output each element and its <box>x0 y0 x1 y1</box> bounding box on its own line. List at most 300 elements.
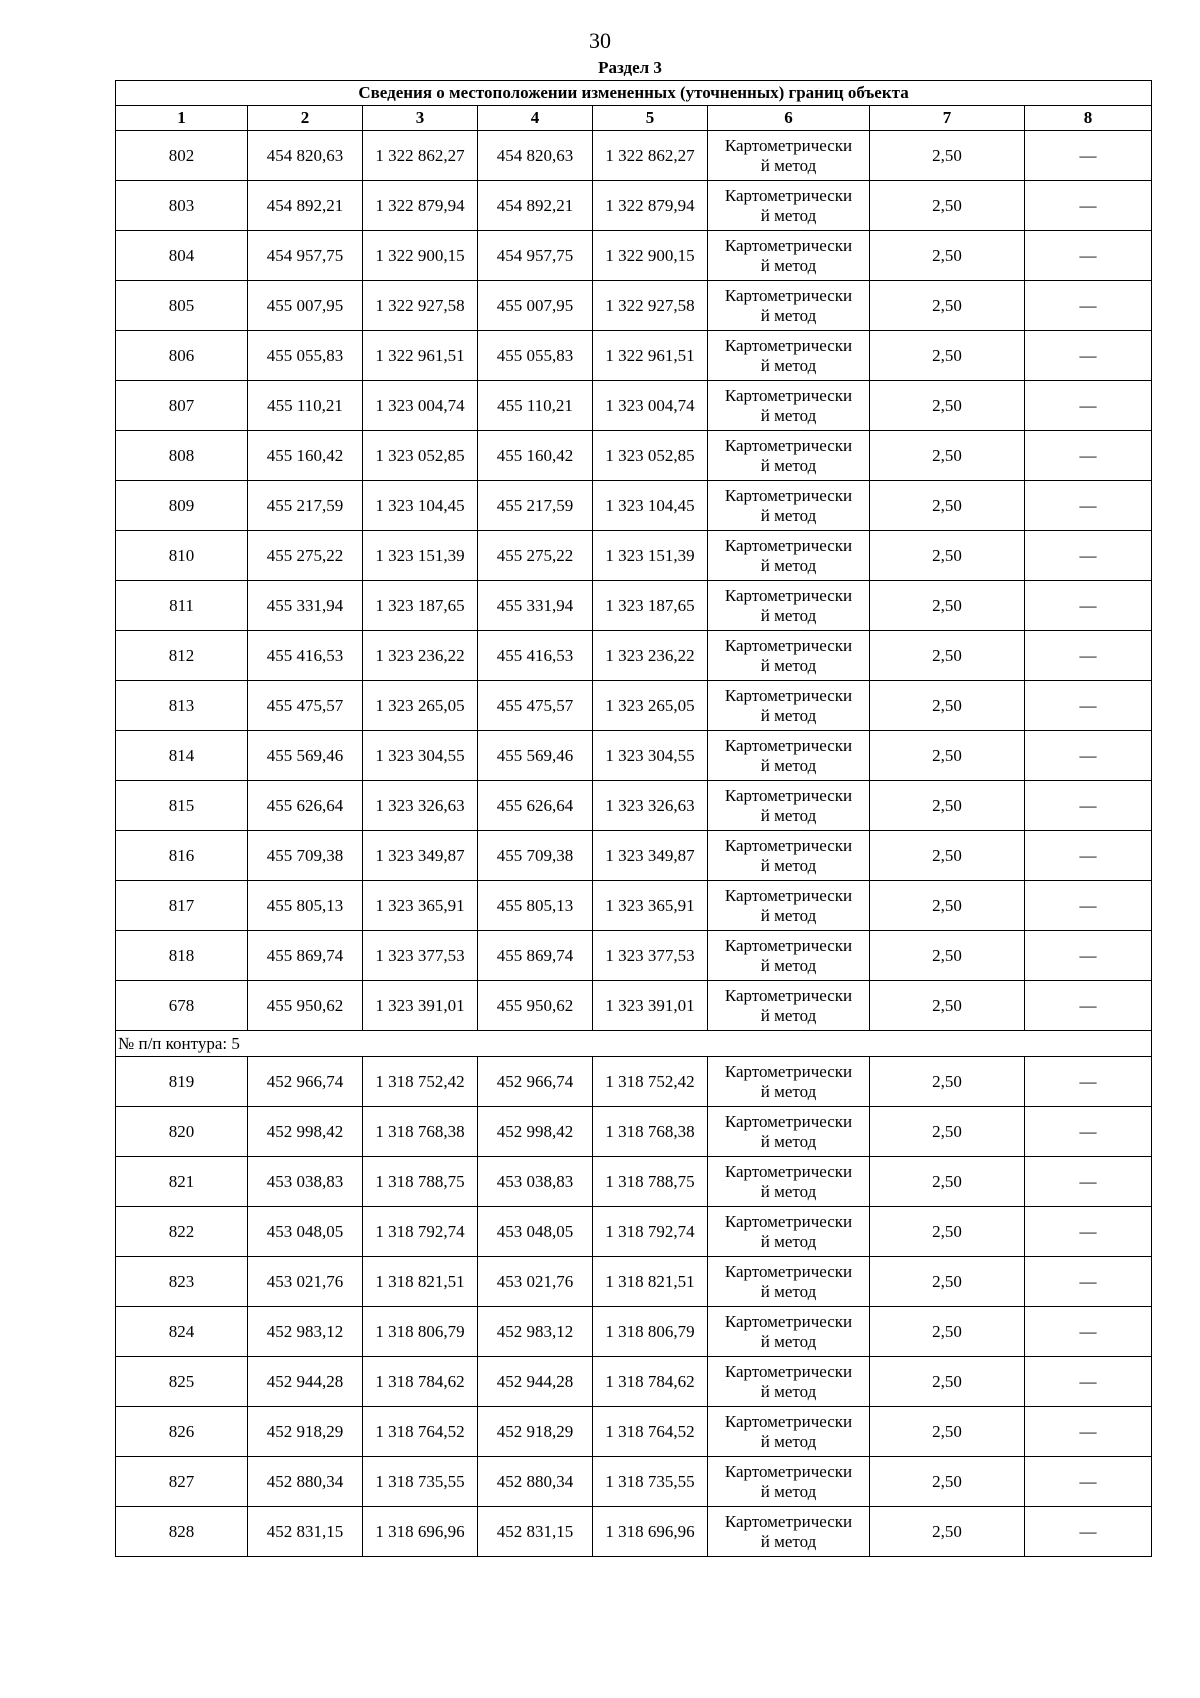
determination-method <box>708 481 870 531</box>
determination-method <box>708 681 870 731</box>
existing-x-coordinate: 455 950,62 <box>248 981 363 1031</box>
table-row <box>116 681 1152 731</box>
table-row <box>116 581 1152 631</box>
accuracy-value: 2,50 <box>870 531 1025 581</box>
table-row <box>116 1257 1152 1307</box>
method-text-line: й метод <box>760 955 817 975</box>
new-y-coordinate: 1 322 961,51 <box>593 331 708 381</box>
existing-y-coordinate: 1 323 187,65 <box>363 581 478 631</box>
point-description: — <box>1025 1157 1152 1207</box>
existing-y-coordinate: 1 318 792,74 <box>363 1207 478 1257</box>
point-number: 678 <box>116 981 248 1031</box>
point-description: — <box>1025 781 1152 831</box>
existing-x-coordinate: 455 055,83 <box>248 331 363 381</box>
method-text-line: й метод <box>760 705 817 725</box>
existing-y-coordinate: 1 318 821,51 <box>363 1257 478 1307</box>
existing-y-coordinate: 1 318 764,52 <box>363 1407 478 1457</box>
column-number: 4 <box>478 106 593 131</box>
table-row <box>116 831 1152 881</box>
column-number: 6 <box>708 106 870 131</box>
table-row <box>116 781 1152 831</box>
point-description: — <box>1025 931 1152 981</box>
accuracy-value: 2,50 <box>870 381 1025 431</box>
table-row <box>116 1407 1152 1457</box>
table-row <box>116 1457 1152 1507</box>
point-description: — <box>1025 1357 1152 1407</box>
existing-y-coordinate: 1 318 768,38 <box>363 1107 478 1157</box>
new-x-coordinate: 455 709,38 <box>478 831 593 881</box>
point-description: — <box>1025 881 1152 931</box>
point-number: 806 <box>116 331 248 381</box>
method-text-line: й метод <box>760 1481 817 1501</box>
point-number: 823 <box>116 1257 248 1307</box>
determination-method <box>708 1507 870 1557</box>
existing-y-coordinate: 1 323 365,91 <box>363 881 478 931</box>
point-description: — <box>1025 1207 1152 1257</box>
new-x-coordinate: 455 475,57 <box>478 681 593 731</box>
accuracy-value: 2,50 <box>870 1357 1025 1407</box>
method-text-line: Картометрически <box>724 135 853 155</box>
determination-method <box>708 1457 870 1507</box>
determination-method <box>708 781 870 831</box>
existing-y-coordinate: 1 323 377,53 <box>363 931 478 981</box>
method-text-line: Картометрически <box>724 1111 853 1131</box>
point-description: — <box>1025 431 1152 481</box>
new-x-coordinate: 455 217,59 <box>478 481 593 531</box>
determination-method <box>708 331 870 381</box>
new-y-coordinate: 1 318 784,62 <box>593 1357 708 1407</box>
new-y-coordinate: 1 323 391,01 <box>593 981 708 1031</box>
method-text-line: Картометрически <box>724 1361 853 1381</box>
existing-x-coordinate: 455 331,94 <box>248 581 363 631</box>
accuracy-value: 2,50 <box>870 881 1025 931</box>
determination-method <box>708 1107 870 1157</box>
determination-method <box>708 231 870 281</box>
new-x-coordinate: 455 626,64 <box>478 781 593 831</box>
method-text-line: Картометрически <box>724 335 853 355</box>
new-x-coordinate: 452 983,12 <box>478 1307 593 1357</box>
determination-method <box>708 831 870 881</box>
new-x-coordinate: 452 831,15 <box>478 1507 593 1557</box>
method-text-line: й метод <box>760 805 817 825</box>
method-text-line: й метод <box>760 405 817 425</box>
existing-x-coordinate: 455 709,38 <box>248 831 363 881</box>
existing-x-coordinate: 455 160,42 <box>248 431 363 481</box>
new-y-coordinate: 1 318 788,75 <box>593 1157 708 1207</box>
existing-x-coordinate: 455 626,64 <box>248 781 363 831</box>
point-number: 819 <box>116 1057 248 1107</box>
column-number: 2 <box>248 106 363 131</box>
method-text-line: Картометрически <box>724 535 853 555</box>
point-description: — <box>1025 331 1152 381</box>
determination-method <box>708 431 870 481</box>
point-number: 821 <box>116 1157 248 1207</box>
method-text-line: й метод <box>760 1081 817 1101</box>
accuracy-value: 2,50 <box>870 181 1025 231</box>
new-x-coordinate: 455 055,83 <box>478 331 593 381</box>
existing-x-coordinate: 452 944,28 <box>248 1357 363 1407</box>
column-number-row <box>116 106 1152 131</box>
column-number: 7 <box>870 106 1025 131</box>
existing-y-coordinate: 1 322 961,51 <box>363 331 478 381</box>
method-text-line: Картометрически <box>724 735 853 755</box>
method-text-line: й метод <box>760 1281 817 1301</box>
point-description: — <box>1025 681 1152 731</box>
contour-row <box>116 1031 1152 1057</box>
new-x-coordinate: 454 892,21 <box>478 181 593 231</box>
table-row <box>116 131 1152 181</box>
method-text-line: Картометрически <box>724 935 853 955</box>
accuracy-value: 2,50 <box>870 331 1025 381</box>
new-y-coordinate: 1 323 104,45 <box>593 481 708 531</box>
method-text-line: Картометрически <box>724 385 853 405</box>
accuracy-value: 2,50 <box>870 831 1025 881</box>
new-x-coordinate: 455 110,21 <box>478 381 593 431</box>
method-text-line: Картометрически <box>724 1211 853 1231</box>
point-description: — <box>1025 131 1152 181</box>
existing-y-coordinate: 1 323 349,87 <box>363 831 478 881</box>
existing-y-coordinate: 1 318 735,55 <box>363 1457 478 1507</box>
table-row <box>116 531 1152 581</box>
table-row <box>116 431 1152 481</box>
new-y-coordinate: 1 318 821,51 <box>593 1257 708 1307</box>
existing-x-coordinate: 454 892,21 <box>248 181 363 231</box>
method-text-line: й метод <box>760 1005 817 1025</box>
method-text-line: й метод <box>760 305 817 325</box>
method-text-line: й метод <box>760 605 817 625</box>
method-text-line: й метод <box>760 1531 817 1551</box>
determination-method <box>708 281 870 331</box>
accuracy-value: 2,50 <box>870 1407 1025 1457</box>
point-number: 811 <box>116 581 248 631</box>
method-text-line: Картометрически <box>724 1311 853 1331</box>
new-y-coordinate: 1 318 735,55 <box>593 1457 708 1507</box>
point-number: 807 <box>116 381 248 431</box>
existing-y-coordinate: 1 322 900,15 <box>363 231 478 281</box>
method-text-line: Картометрически <box>724 285 853 305</box>
point-number: 813 <box>116 681 248 731</box>
point-number: 808 <box>116 431 248 481</box>
determination-method <box>708 1357 870 1407</box>
determination-method <box>708 131 870 181</box>
accuracy-value: 2,50 <box>870 1307 1025 1357</box>
existing-x-coordinate: 454 957,75 <box>248 231 363 281</box>
new-y-coordinate: 1 323 377,53 <box>593 931 708 981</box>
point-number: 817 <box>116 881 248 931</box>
table-row <box>116 181 1152 231</box>
point-description: — <box>1025 581 1152 631</box>
method-text-line: Картометрически <box>724 235 853 255</box>
method-text-line: й метод <box>760 355 817 375</box>
new-x-coordinate: 455 805,13 <box>478 881 593 931</box>
existing-y-coordinate: 1 322 879,94 <box>363 181 478 231</box>
method-text-line: Картометрически <box>724 985 853 1005</box>
new-x-coordinate: 455 007,95 <box>478 281 593 331</box>
point-description: — <box>1025 731 1152 781</box>
accuracy-value: 2,50 <box>870 281 1025 331</box>
table-row <box>116 1507 1152 1557</box>
determination-method <box>708 181 870 231</box>
section-title: Раздел 3 <box>598 58 662 77</box>
method-text-line: й метод <box>760 655 817 675</box>
accuracy-value: 2,50 <box>870 1207 1025 1257</box>
table-row <box>116 231 1152 281</box>
point-number: 805 <box>116 281 248 331</box>
point-description: — <box>1025 631 1152 681</box>
new-y-coordinate: 1 323 265,05 <box>593 681 708 731</box>
method-text-line: Картометрически <box>724 885 853 905</box>
contour-label: № п/п контура: 5 <box>116 1031 1152 1057</box>
existing-y-coordinate: 1 323 236,22 <box>363 631 478 681</box>
method-text-line: й метод <box>760 555 817 575</box>
table-row <box>116 631 1152 681</box>
accuracy-value: 2,50 <box>870 431 1025 481</box>
point-number: 824 <box>116 1307 248 1357</box>
point-description: — <box>1025 1057 1152 1107</box>
new-y-coordinate: 1 323 326,63 <box>593 781 708 831</box>
new-x-coordinate: 453 038,83 <box>478 1157 593 1207</box>
existing-y-coordinate: 1 323 391,01 <box>363 981 478 1031</box>
method-text-line: й метод <box>760 1131 817 1151</box>
point-number: 815 <box>116 781 248 831</box>
method-text-line: й метод <box>760 855 817 875</box>
existing-y-coordinate: 1 322 862,27 <box>363 131 478 181</box>
method-text-line: Картометрически <box>724 1161 853 1181</box>
determination-method <box>708 931 870 981</box>
table-row <box>116 281 1152 331</box>
new-x-coordinate: 455 275,22 <box>478 531 593 581</box>
method-text-line: Картометрически <box>724 1061 853 1081</box>
existing-y-coordinate: 1 318 752,42 <box>363 1057 478 1107</box>
column-number: 3 <box>363 106 478 131</box>
determination-method <box>708 531 870 581</box>
existing-x-coordinate: 452 831,15 <box>248 1507 363 1557</box>
column-number: 5 <box>593 106 708 131</box>
point-number: 814 <box>116 731 248 781</box>
new-y-coordinate: 1 323 151,39 <box>593 531 708 581</box>
accuracy-value: 2,50 <box>870 581 1025 631</box>
new-y-coordinate: 1 323 052,85 <box>593 431 708 481</box>
page-number: 30 <box>589 28 611 53</box>
new-x-coordinate: 454 957,75 <box>478 231 593 281</box>
existing-x-coordinate: 453 021,76 <box>248 1257 363 1307</box>
table-row <box>116 1057 1152 1107</box>
point-description: — <box>1025 1307 1152 1357</box>
determination-method <box>708 1207 870 1257</box>
existing-y-coordinate: 1 323 265,05 <box>363 681 478 731</box>
table-row <box>116 481 1152 531</box>
existing-x-coordinate: 455 869,74 <box>248 931 363 981</box>
table-row <box>116 1307 1152 1357</box>
new-y-coordinate: 1 322 900,15 <box>593 231 708 281</box>
existing-x-coordinate: 455 569,46 <box>248 731 363 781</box>
existing-x-coordinate: 452 880,34 <box>248 1457 363 1507</box>
point-number: 804 <box>116 231 248 281</box>
new-x-coordinate: 455 331,94 <box>478 581 593 631</box>
new-y-coordinate: 1 323 365,91 <box>593 881 708 931</box>
table-row <box>116 1357 1152 1407</box>
new-x-coordinate: 455 950,62 <box>478 981 593 1031</box>
accuracy-value: 2,50 <box>870 981 1025 1031</box>
table-row <box>116 981 1152 1031</box>
method-text-line: Картометрически <box>724 785 853 805</box>
point-description: — <box>1025 231 1152 281</box>
method-text-line: Картометрически <box>724 835 853 855</box>
determination-method <box>708 881 870 931</box>
method-text-line: Картометрически <box>724 485 853 505</box>
table-row <box>116 381 1152 431</box>
new-y-coordinate: 1 322 862,27 <box>593 131 708 181</box>
accuracy-value: 2,50 <box>870 731 1025 781</box>
new-y-coordinate: 1 318 764,52 <box>593 1407 708 1457</box>
method-text-line: Картометрически <box>724 1411 853 1431</box>
existing-x-coordinate: 454 820,63 <box>248 131 363 181</box>
point-number: 828 <box>116 1507 248 1557</box>
existing-y-coordinate: 1 318 784,62 <box>363 1357 478 1407</box>
existing-x-coordinate: 453 038,83 <box>248 1157 363 1207</box>
existing-x-coordinate: 455 007,95 <box>248 281 363 331</box>
accuracy-value: 2,50 <box>870 631 1025 681</box>
determination-method <box>708 1257 870 1307</box>
method-text-line: Картометрически <box>724 685 853 705</box>
existing-x-coordinate: 452 983,12 <box>248 1307 363 1357</box>
point-number: 818 <box>116 931 248 981</box>
table-row <box>116 1157 1152 1207</box>
point-description: — <box>1025 981 1152 1031</box>
determination-method <box>708 1407 870 1457</box>
existing-y-coordinate: 1 318 788,75 <box>363 1157 478 1207</box>
existing-y-coordinate: 1 323 304,55 <box>363 731 478 781</box>
table-caption-row <box>116 81 1152 106</box>
method-text-line: й метод <box>760 905 817 925</box>
point-number: 812 <box>116 631 248 681</box>
point-number: 822 <box>116 1207 248 1257</box>
point-number: 826 <box>116 1407 248 1457</box>
point-description: — <box>1025 531 1152 581</box>
determination-method <box>708 731 870 781</box>
new-y-coordinate: 1 322 879,94 <box>593 181 708 231</box>
point-description: — <box>1025 181 1152 231</box>
new-x-coordinate: 453 021,76 <box>478 1257 593 1307</box>
method-text-line: й метод <box>760 505 817 525</box>
table-row <box>116 1207 1152 1257</box>
table-caption: Сведения о местоположении измененных (уточненных) границ объекта <box>116 81 1152 106</box>
determination-method <box>708 381 870 431</box>
table-row <box>116 331 1152 381</box>
boundary-coordinates-table <box>115 80 1152 1557</box>
existing-x-coordinate: 452 918,29 <box>248 1407 363 1457</box>
new-y-coordinate: 1 318 752,42 <box>593 1057 708 1107</box>
existing-x-coordinate: 455 217,59 <box>248 481 363 531</box>
determination-method <box>708 981 870 1031</box>
determination-method <box>708 1307 870 1357</box>
new-x-coordinate: 452 944,28 <box>478 1357 593 1407</box>
point-number: 809 <box>116 481 248 531</box>
new-y-coordinate: 1 318 792,74 <box>593 1207 708 1257</box>
point-description: — <box>1025 481 1152 531</box>
point-description: — <box>1025 1457 1152 1507</box>
existing-y-coordinate: 1 318 696,96 <box>363 1507 478 1557</box>
accuracy-value: 2,50 <box>870 481 1025 531</box>
method-text-line: Картометрически <box>724 1261 853 1281</box>
accuracy-value: 2,50 <box>870 681 1025 731</box>
existing-y-coordinate: 1 318 806,79 <box>363 1307 478 1357</box>
method-text-line: й метод <box>760 455 817 475</box>
column-number: 8 <box>1025 106 1152 131</box>
new-y-coordinate: 1 323 304,55 <box>593 731 708 781</box>
existing-y-coordinate: 1 323 104,45 <box>363 481 478 531</box>
new-y-coordinate: 1 323 187,65 <box>593 581 708 631</box>
existing-x-coordinate: 453 048,05 <box>248 1207 363 1257</box>
table-row <box>116 1107 1152 1157</box>
determination-method <box>708 581 870 631</box>
point-description: — <box>1025 381 1152 431</box>
method-text-line: й метод <box>760 1231 817 1251</box>
method-text-line: й метод <box>760 205 817 225</box>
method-text-line: Картометрически <box>724 1511 853 1531</box>
point-description: — <box>1025 1507 1152 1557</box>
new-x-coordinate: 452 918,29 <box>478 1407 593 1457</box>
method-text-line: й метод <box>760 1331 817 1351</box>
new-x-coordinate: 452 880,34 <box>478 1457 593 1507</box>
new-x-coordinate: 455 160,42 <box>478 431 593 481</box>
method-text-line: й метод <box>760 155 817 175</box>
existing-x-coordinate: 455 805,13 <box>248 881 363 931</box>
new-y-coordinate: 1 323 004,74 <box>593 381 708 431</box>
accuracy-value: 2,50 <box>870 1257 1025 1307</box>
existing-x-coordinate: 455 475,57 <box>248 681 363 731</box>
determination-method <box>708 1157 870 1207</box>
new-y-coordinate: 1 318 696,96 <box>593 1507 708 1557</box>
new-x-coordinate: 454 820,63 <box>478 131 593 181</box>
table-row <box>116 931 1152 981</box>
point-number: 802 <box>116 131 248 181</box>
accuracy-value: 2,50 <box>870 931 1025 981</box>
existing-x-coordinate: 452 998,42 <box>248 1107 363 1157</box>
existing-y-coordinate: 1 322 927,58 <box>363 281 478 331</box>
accuracy-value: 2,50 <box>870 1107 1025 1157</box>
existing-x-coordinate: 455 416,53 <box>248 631 363 681</box>
method-text-line: й метод <box>760 1431 817 1451</box>
point-number: 810 <box>116 531 248 581</box>
method-text-line: Картометрически <box>724 635 853 655</box>
point-description: — <box>1025 281 1152 331</box>
new-x-coordinate: 455 416,53 <box>478 631 593 681</box>
accuracy-value: 2,50 <box>870 1157 1025 1207</box>
table-row <box>116 731 1152 781</box>
method-text-line: Картометрически <box>724 1461 853 1481</box>
point-number: 827 <box>116 1457 248 1507</box>
accuracy-value: 2,50 <box>870 231 1025 281</box>
new-x-coordinate: 452 966,74 <box>478 1057 593 1107</box>
accuracy-value: 2,50 <box>870 1507 1025 1557</box>
accuracy-value: 2,50 <box>870 1057 1025 1107</box>
point-number: 820 <box>116 1107 248 1157</box>
point-number: 803 <box>116 181 248 231</box>
method-text-line: й метод <box>760 1381 817 1401</box>
existing-x-coordinate: 452 966,74 <box>248 1057 363 1107</box>
point-description: — <box>1025 831 1152 881</box>
method-text-line: й метод <box>760 1181 817 1201</box>
new-y-coordinate: 1 318 806,79 <box>593 1307 708 1357</box>
method-text-line: й метод <box>760 755 817 775</box>
accuracy-value: 2,50 <box>870 131 1025 181</box>
new-x-coordinate: 452 998,42 <box>478 1107 593 1157</box>
determination-method <box>708 631 870 681</box>
new-x-coordinate: 453 048,05 <box>478 1207 593 1257</box>
existing-x-coordinate: 455 110,21 <box>248 381 363 431</box>
new-y-coordinate: 1 323 236,22 <box>593 631 708 681</box>
